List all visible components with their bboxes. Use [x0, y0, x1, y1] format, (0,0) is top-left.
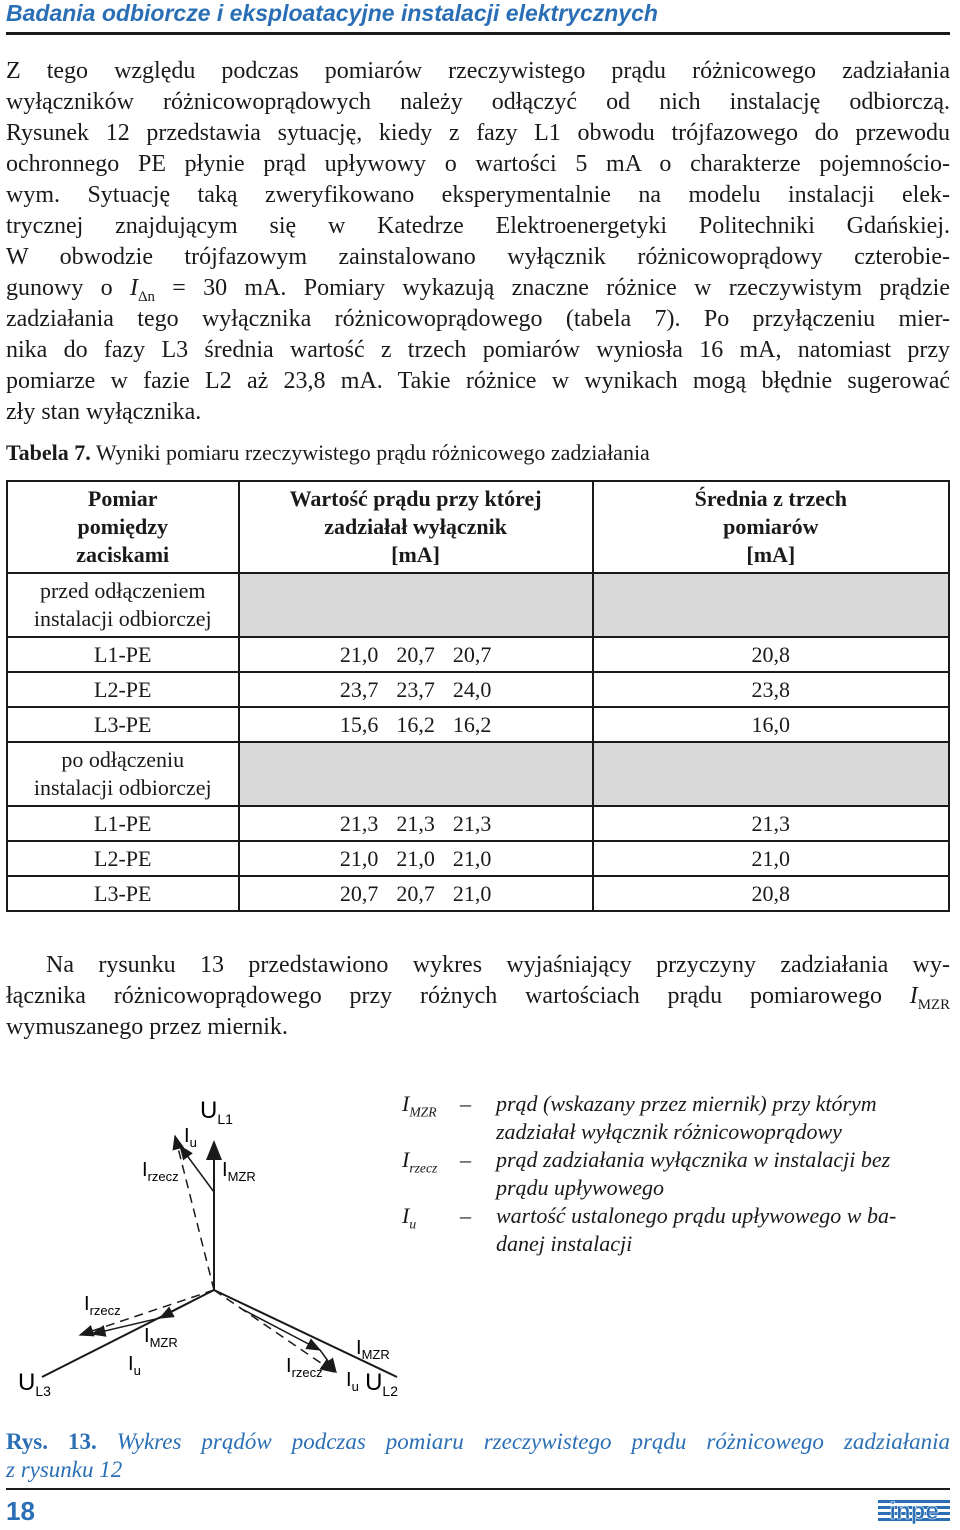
label-UL1: $U_{L1}$	[200, 1097, 233, 1127]
legend-line: wartość ustalonego prądu upływowego w ba-	[496, 1203, 897, 1228]
table-row	[7, 707, 949, 742]
phasor-IMZR-L2	[240, 1308, 320, 1350]
legend-item	[402, 1090, 950, 1146]
table-row	[7, 637, 949, 672]
values-cell	[239, 707, 593, 742]
text-line: Rysunek 12 przedstawia sytuację, kiedy z fazy L1 obwodu trójfazowego do przewodu	[6, 120, 950, 146]
section-row	[7, 742, 949, 806]
value: 21,0	[396, 845, 435, 871]
table-caption-label: Tabela 7.	[6, 440, 91, 465]
phasor-Irzecz-L2	[214, 1290, 334, 1372]
text-line: wymuszanego przez miernik.	[6, 1014, 288, 1040]
text-fragment: gunowy o	[6, 275, 130, 301]
legend-symbol	[402, 1202, 416, 1238]
value: 20,7	[396, 641, 435, 667]
average-cell: 21,0	[593, 841, 949, 876]
phasor-Iu-L1	[180, 1146, 214, 1192]
table-row	[7, 806, 949, 841]
value: 20,7	[396, 880, 435, 906]
shaded-cell	[239, 573, 593, 637]
label-Irzecz-L3: $I_{rzecz}$	[84, 1293, 121, 1318]
symbol-sub: rzecz	[409, 1160, 438, 1176]
figure-label: Rys. 13.	[6, 1429, 97, 1454]
shaded-cell	[593, 742, 949, 806]
average-cell: 21,3	[593, 806, 949, 841]
results-table	[6, 480, 950, 912]
text-line: Z tego względu podczas pomiarów rzeczywistego prądu różnicowego zadziałania	[6, 58, 950, 84]
text-line: zadziałania tego wyłącznika różnicowoprądowego (tabela 7). Po przyłączeniu mier-	[6, 306, 950, 332]
header-cell-wartosc	[239, 481, 593, 573]
value: 24,0	[452, 676, 492, 702]
legend-symbol	[402, 1090, 437, 1126]
section-line: instalacji odbiorczej	[33, 775, 212, 800]
values-cell	[239, 806, 593, 841]
label-IMZR-L1: $I_{MZR}$	[222, 1159, 256, 1184]
row-label: L1-PE	[7, 806, 239, 841]
footer-rule	[6, 1488, 950, 1490]
header-line: Wartość prądu przy której	[289, 486, 542, 511]
shaded-cell	[239, 742, 593, 806]
table-caption	[6, 440, 650, 466]
legend-line: prąd (wskazany przez miernik) przy którym	[496, 1091, 877, 1116]
label-Iu-L2: $I_u$	[346, 1369, 359, 1394]
legend-line: prądu upływowego	[496, 1175, 665, 1200]
values-cell	[239, 637, 593, 672]
phasor-Iu-L3	[92, 1318, 160, 1334]
legend-line: prąd zadziałania wyłącznika w instalacji bez	[496, 1147, 891, 1172]
value: 15,6	[339, 711, 379, 737]
legend-line: zadziałał wyłącznik różnicowoprądowy	[496, 1119, 842, 1144]
row-label: L3-PE	[7, 876, 239, 911]
shaded-cell	[593, 573, 949, 637]
average-cell: 20,8	[593, 637, 949, 672]
label-Iu-L3: $I_u$	[128, 1353, 141, 1378]
svg-text:inpe: inpe	[889, 1498, 939, 1525]
value: 16,2	[396, 711, 435, 737]
header-line: [mA]	[391, 542, 441, 567]
row-label: L2-PE	[7, 672, 239, 707]
label-IMZR-L3: $I_{MZR}$	[144, 1325, 178, 1350]
text-line: trycznej znajdującym się w Katedrze Elektroenergetyki Politechniki Gdańskiej.	[6, 213, 950, 239]
label-Iu-L1: $I_u$	[184, 1125, 197, 1150]
text-line: wym. Sytuację taką zweryfikowano eksperymentalnie na modelu instalacji elek-	[6, 182, 950, 208]
average-cell: 16,0	[593, 707, 949, 742]
legend-symbol	[402, 1146, 437, 1182]
symbol-sub: MZR	[409, 1104, 437, 1120]
header-rule	[6, 32, 950, 35]
legend-dash: –	[460, 1147, 471, 1172]
value: 20,7	[339, 880, 379, 906]
values-cell	[239, 841, 593, 876]
value: 21,0	[339, 845, 379, 871]
legend-item	[402, 1146, 950, 1202]
phasor-diagram	[0, 1080, 400, 1420]
average-cell: 20,8	[593, 876, 949, 911]
value: 21,3	[339, 810, 379, 836]
text-line: W obwodzie trójfazowym zainstalowano wyłącznik różnicowoprądowy czterobie-	[6, 244, 950, 270]
symbol-I: I	[402, 1203, 410, 1228]
page-number: 18	[6, 1496, 35, 1526]
value: 23,7	[396, 676, 435, 702]
header-line: zadziałał wyłącznik	[324, 514, 507, 539]
phasor-IMZR-L3	[160, 1290, 214, 1318]
header-cell-srednia	[593, 481, 949, 573]
table-row	[7, 672, 949, 707]
text-line: nika do fazy L3 średnia wartość z trzech pomiarów wyniosła 16 mA, natomiast przy	[6, 337, 950, 363]
section-line: przed odłączeniem	[39, 578, 206, 603]
value: 21,3	[396, 810, 435, 836]
value: 20,7	[452, 641, 492, 667]
text-line: Na rysunku 13 przedstawiono wykres wyjaśniający przyczyny zadziałania wy-	[46, 952, 950, 978]
text-line: zły stan wyłącznika.	[6, 399, 202, 425]
table-row	[7, 841, 949, 876]
phasor-Irzecz-L1	[175, 1136, 214, 1290]
text-line: wyłączników różnicowoprądowych należy odłączyć od nich instalację odbiorczą.	[6, 89, 950, 115]
table-row	[7, 876, 949, 911]
symbol-I: I	[402, 1091, 410, 1116]
section-label	[7, 573, 239, 637]
text-line: pomiarze w fazie L2 aż 23,8 mA. Takie różnice w wynikach mogą błędnie sugerować	[6, 368, 950, 394]
symbol-sub: Δn	[137, 288, 155, 305]
symbol-sub: MZR	[917, 996, 950, 1013]
section-line: po odłączeniu	[61, 747, 185, 772]
text-line: ochronnego PE płynie prąd upływowy o wartości 5 mA o charakterze pojemnościo-	[6, 151, 950, 177]
average-cell: 23,8	[593, 672, 949, 707]
caption-line: z rysunku 12	[6, 1457, 123, 1482]
header-cell-pomiar	[7, 481, 239, 573]
legend-item	[402, 1202, 950, 1258]
section-row	[7, 573, 949, 637]
symbol-I: I	[402, 1147, 410, 1172]
label-Irzecz-L2: $I_{rzecz}$	[286, 1355, 323, 1380]
legend-dash: –	[460, 1203, 471, 1228]
row-label: L1-PE	[7, 637, 239, 672]
header-line: Pomiar	[87, 486, 158, 511]
paragraph-2	[6, 950, 950, 1043]
header-line: pomiędzy	[77, 514, 168, 539]
table-caption-text: Wyniki pomiaru rzeczywistego prądu różnicowego zadziałania	[90, 440, 650, 465]
value: 21,0	[452, 845, 492, 871]
caption-line	[6, 1428, 950, 1456]
text-line	[6, 981, 950, 1012]
values-cell	[239, 876, 593, 911]
label-UL3: $U_{L3}$	[18, 1369, 51, 1399]
value: 23,7	[339, 676, 379, 702]
inpe-logo-icon	[878, 1496, 950, 1526]
value: 21,0	[452, 880, 492, 906]
text-line	[6, 273, 950, 304]
text-fragment: = 30 mA. Pomiary wykazują znaczne różnice w rzeczywistym prądzie	[154, 275, 950, 301]
text-fragment: łącznika różnicowoprądowego przy różnych wartościach prądu pomiarowego	[6, 983, 910, 1009]
values-cell	[239, 672, 593, 707]
running-header: Badania odbiorcze i eksploatacyjne instalacji elektrycznych	[6, 0, 658, 26]
header-line: pomiarów	[723, 514, 819, 539]
row-label: L2-PE	[7, 841, 239, 876]
label-Irzecz-L1: $I_{rzecz}$	[142, 1159, 179, 1184]
legend-dash: –	[460, 1091, 471, 1116]
header-line: Średnia z trzech	[694, 486, 847, 511]
caption-text: Wykres prądów podczas pomiaru rzeczywistego prądu różnicowego zadziałania	[96, 1429, 950, 1454]
value: 21,3	[452, 810, 492, 836]
header-line: [mA]	[746, 542, 796, 567]
label-UL2: $U_{L2}$	[365, 1369, 398, 1399]
section-line: instalacji odbiorczej	[33, 606, 212, 631]
symbol-I: I	[129, 275, 138, 301]
row-label: L3-PE	[7, 707, 239, 742]
phasor-UL2	[214, 1290, 397, 1377]
section-label	[7, 742, 239, 806]
legend-line: danej instalacji	[496, 1231, 633, 1256]
figure-caption	[6, 1428, 950, 1484]
value: 21,0	[339, 641, 379, 667]
symbol-sub: u	[409, 1216, 417, 1232]
header-line: zaciskami	[76, 542, 170, 567]
value: 16,2	[452, 711, 492, 737]
label-IMZR-L2: $I_{MZR}$	[356, 1337, 390, 1362]
paragraph-1	[6, 56, 950, 428]
symbol-I: I	[909, 983, 918, 1009]
table-header-row	[7, 481, 949, 573]
diagram-legend	[402, 1090, 950, 1258]
